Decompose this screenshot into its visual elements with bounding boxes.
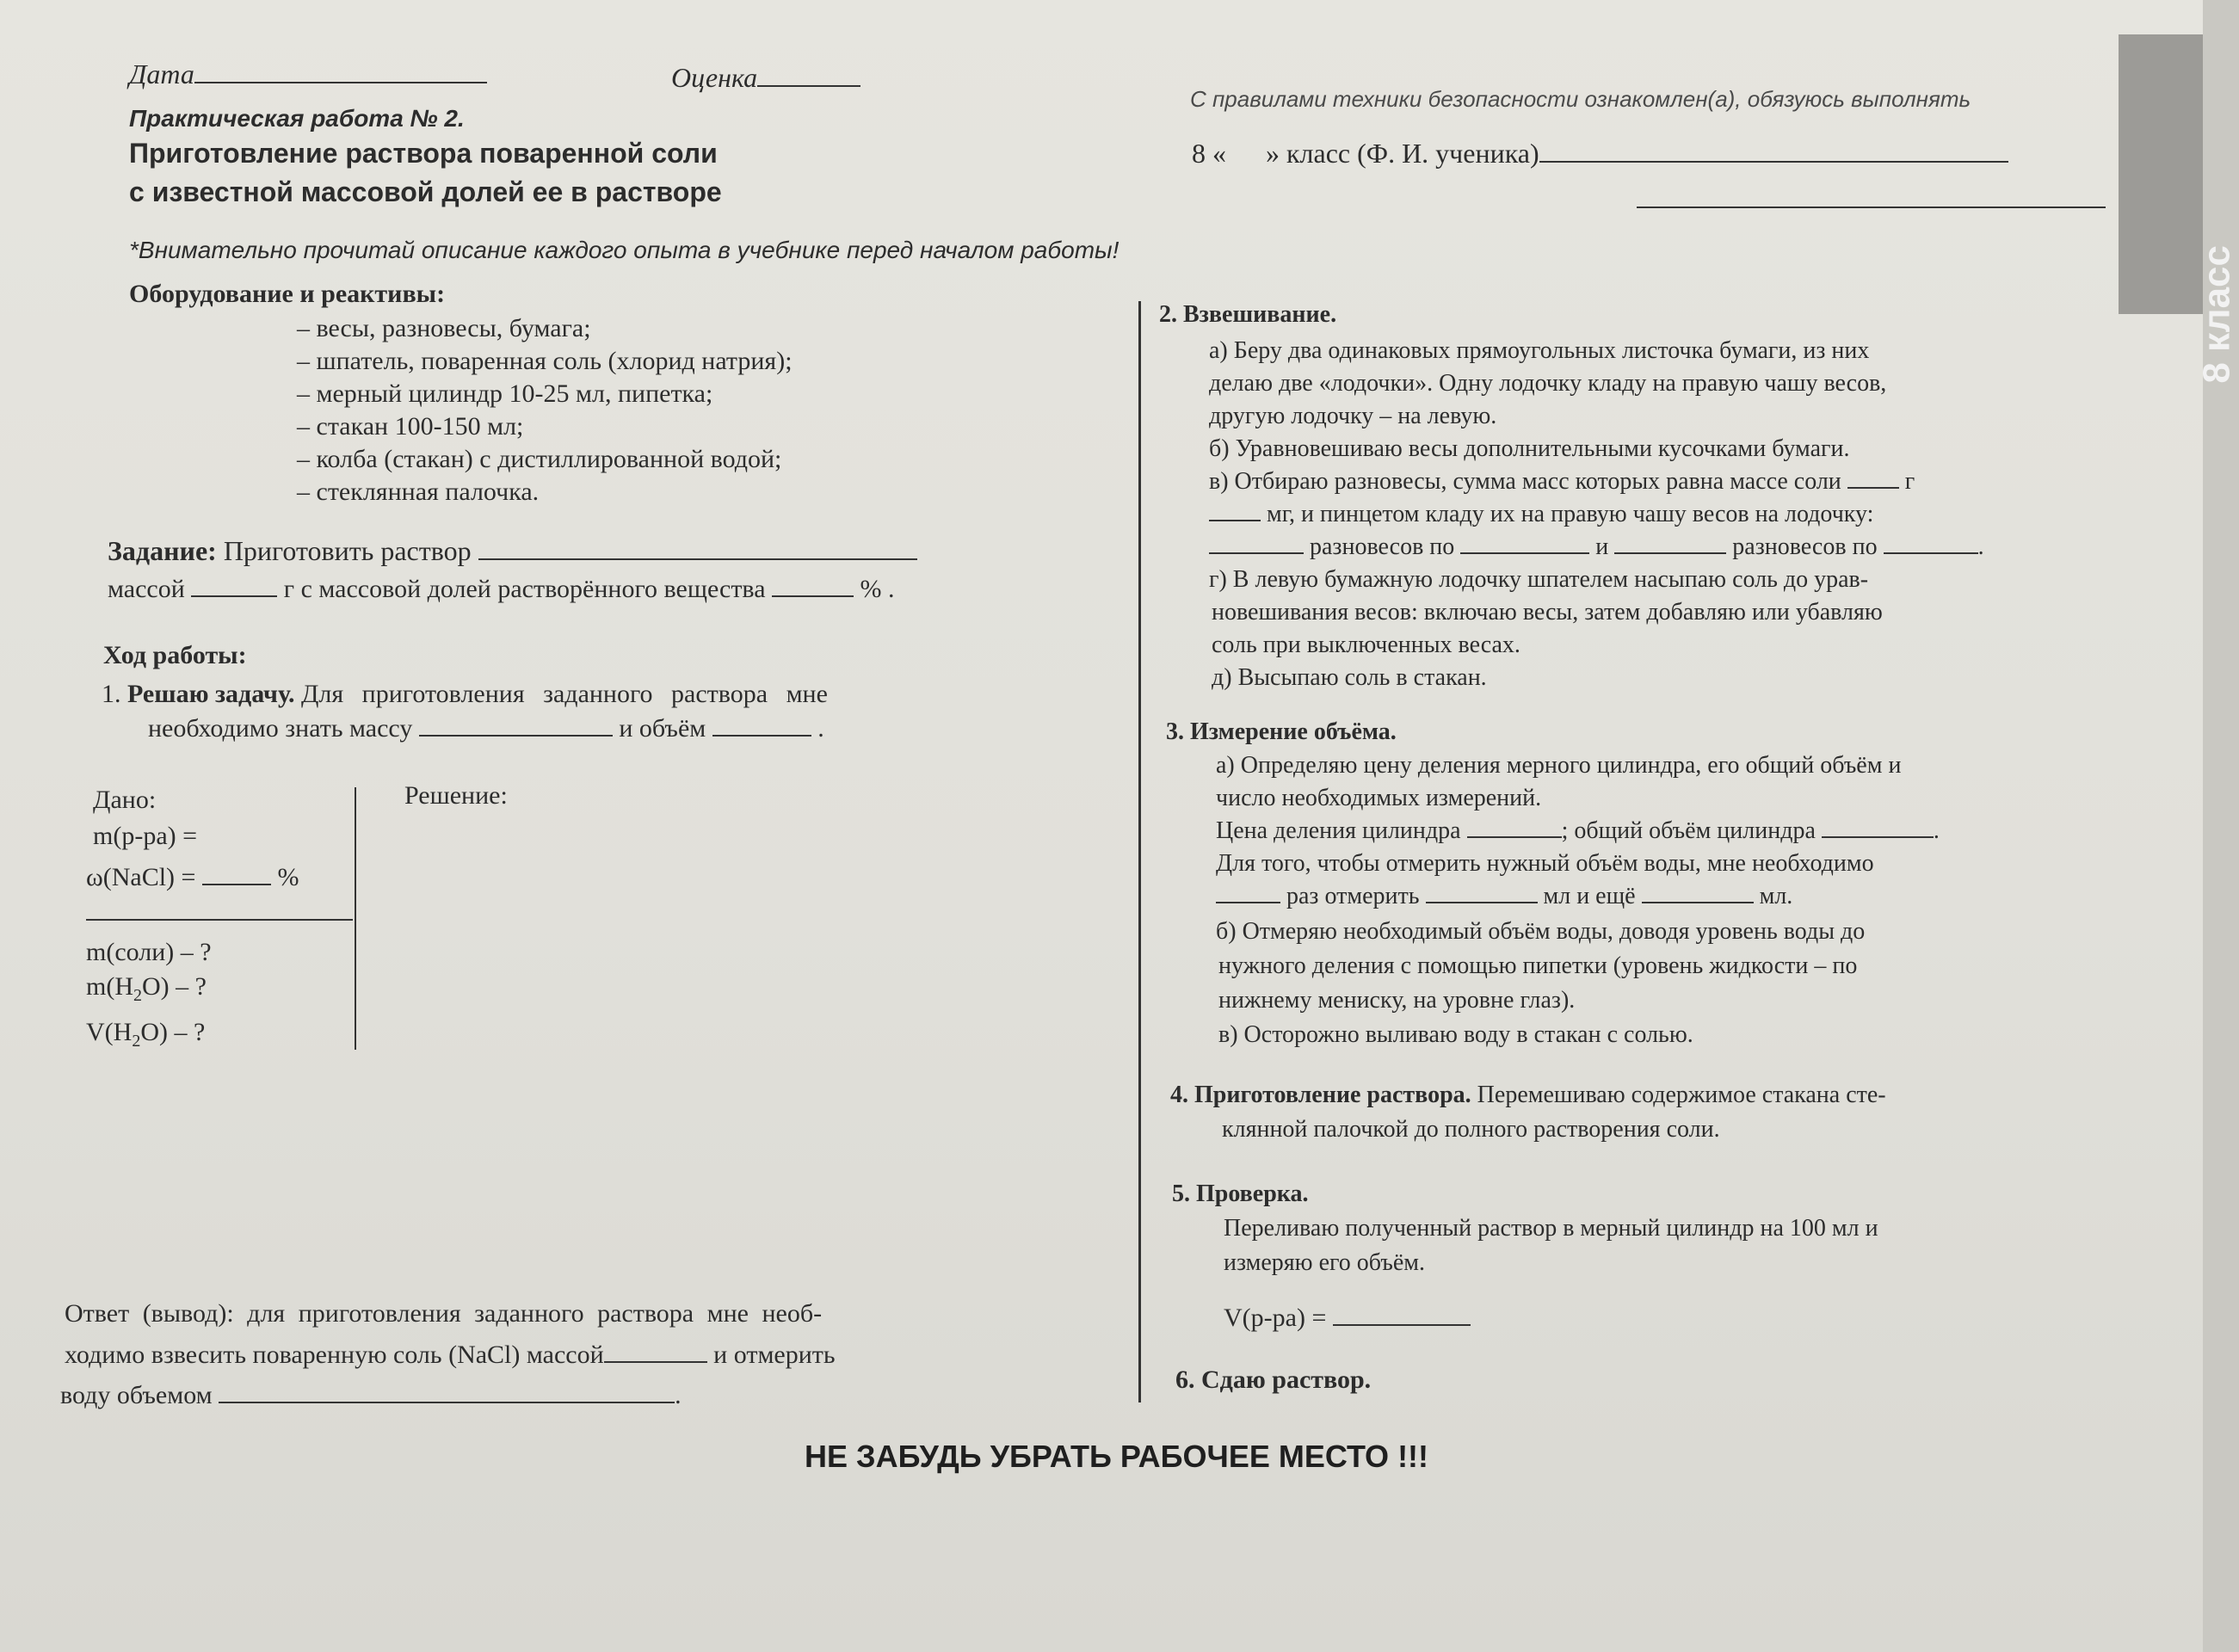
answer-text1: Ответ (вывод): для приготовления заданного раствора мне необ- xyxy=(65,1299,823,1328)
step3-p1c: . xyxy=(1933,817,1940,844)
solution-label: Решение: xyxy=(404,781,508,810)
answer-line1 xyxy=(65,1299,1110,1328)
step4-num: 4. xyxy=(1170,1082,1188,1108)
step5-formula-row xyxy=(1224,1304,1471,1333)
step3-b2: нужного деления с помощью пипетки (уровень жидкости – по xyxy=(1218,952,1858,979)
step4-text2: клянной палочкой до полного растворения соли. xyxy=(1222,1116,1720,1143)
fraction-given-line xyxy=(202,884,271,885)
grade-line xyxy=(757,85,860,87)
title-line1: Приготовление раствора поваренной соли xyxy=(129,138,718,169)
step2-title: Взвешивание. xyxy=(1183,301,1337,328)
step3-p1b: ; общий объём цилиндра xyxy=(1561,817,1816,844)
mass-line xyxy=(191,595,277,597)
grade-label: Оценка xyxy=(671,62,758,93)
date-label: Дата xyxy=(129,59,194,89)
given-q3a: V(H xyxy=(86,1018,133,1046)
given-q2sub: 2 xyxy=(133,986,142,1005)
given-q3sub: 2 xyxy=(132,1032,141,1051)
step1-line2c: . xyxy=(817,714,824,743)
answer-text3a: воду объемом xyxy=(60,1381,213,1409)
task-label: Задание: xyxy=(108,535,217,566)
step3-p3c: мл. xyxy=(1759,883,1793,909)
volume-needed-line xyxy=(712,735,811,737)
step6-num: 6. xyxy=(1175,1365,1195,1394)
weights-count-line2 xyxy=(1614,552,1726,554)
division-value-line xyxy=(1467,836,1562,838)
step2-heading xyxy=(1159,301,1336,329)
step4-text1: Перемешиваю содержимое стакана сте- xyxy=(1477,1082,1886,1108)
grade-field xyxy=(671,62,860,94)
step5-num: 5. xyxy=(1172,1180,1190,1207)
salt-mass-g-line xyxy=(1847,487,1899,489)
given-label: Дано: xyxy=(93,786,157,814)
answer-volume-line xyxy=(219,1402,675,1403)
date-line xyxy=(194,82,487,83)
student-name-line xyxy=(1539,161,2008,163)
step3-p1 xyxy=(1216,817,1940,845)
answer-mass-line xyxy=(604,1361,707,1363)
equipment-item: – колба (стакан) с дистиллированной водой; xyxy=(297,445,782,473)
step2-b: б) Уравновешиваю весы дополнительными кусочками бумаги. xyxy=(1209,435,1850,462)
fraction-line xyxy=(772,595,854,597)
safety-text: С правилами техники безопасности ознакомлен(а), обязуюсь выполнять xyxy=(1190,86,1971,112)
task-line2 xyxy=(108,575,895,604)
step1-line2b: и объём xyxy=(619,714,706,743)
task-text2c: % . xyxy=(860,575,895,603)
step5-title: Проверка. xyxy=(1196,1180,1309,1207)
step3-b1: б) Отмеряю необходимый объём воды, доводя уровень воды до xyxy=(1216,918,1866,945)
step3-c: в) Осторожно выливаю воду в стакан с солью. xyxy=(1218,1021,1693,1048)
step3-a2: число необходимых измерений. xyxy=(1216,785,1542,811)
class-field xyxy=(1192,138,2008,170)
step3-p3b: мл и ещё xyxy=(1543,883,1636,909)
task-text1: Приготовить раствор xyxy=(223,535,472,566)
column-divider xyxy=(1138,301,1141,1402)
answer-text2a: ходимо взвесить поваренную соль (NaCl) массой xyxy=(65,1341,604,1369)
step3-b3: нижнему мениску, на уровне глаз). xyxy=(1218,987,1576,1014)
step1-text: Для приготовления заданного раствора мне xyxy=(300,680,828,708)
title-line2: с известной массовой долей ее в растворе xyxy=(129,176,722,207)
weights-value-line1 xyxy=(1460,552,1589,554)
step2-c3c: разновесов по xyxy=(1732,533,1878,560)
step5-heading xyxy=(1172,1180,1308,1208)
step1-line2 xyxy=(148,714,824,743)
step2-c2-text: мг, и пинцетом кладу их на правую чашу весов на лодочку: xyxy=(1267,501,1874,527)
step3-a1: а) Определяю цену деления мерного цилиндра, его общий объём и xyxy=(1216,752,1902,779)
step6-title: Сдаю раствор. xyxy=(1201,1365,1372,1394)
task-line1 xyxy=(108,535,917,567)
step2-a3: другую лодочку – на левую. xyxy=(1209,403,1497,429)
equipment-item: – шпатель, поваренная соль (хлорид натрия); xyxy=(297,347,793,375)
step2-e: д) Высыпаю соль в стакан. xyxy=(1212,664,1487,691)
step2-c1b: г xyxy=(1904,468,1915,495)
step5-text1: Переливаю полученный раствор в мерный цилиндр на 100 мл и xyxy=(1224,1215,1878,1242)
cylinder-volume-line xyxy=(1822,836,1934,838)
step1-line2a: необходимо знать массу xyxy=(148,714,413,743)
given-separator xyxy=(86,919,353,921)
step5-formula: V(р-ра) = xyxy=(1224,1304,1327,1332)
step6-heading xyxy=(1175,1365,1371,1395)
equipment-item: – стеклянная палочка. xyxy=(297,478,540,506)
step2-d3: соль при выключенных весах. xyxy=(1212,632,1520,658)
step4-bold: Приготовление раствора. xyxy=(1194,1082,1471,1108)
step2-c3b: и xyxy=(1595,533,1609,560)
measure-ml-line2 xyxy=(1642,902,1754,903)
answer-text3b: . xyxy=(675,1381,682,1409)
given-row2a: ω(NaCl) = xyxy=(86,863,196,891)
equipment-item: – весы, разновесы, бумага; xyxy=(297,314,591,342)
given-q2 xyxy=(86,972,207,1006)
times-count-line xyxy=(1216,902,1280,903)
step3-num: 3. xyxy=(1166,718,1184,745)
given-row2 xyxy=(86,863,299,892)
cleanup-reminder: НЕ ЗАБУДЬ УБРАТЬ РАБОЧЕЕ МЕСТО !!! xyxy=(805,1439,1429,1474)
equipment-item: – стакан 100-150 мл; xyxy=(297,412,524,441)
step2-c2 xyxy=(1209,501,1873,528)
given-q3 xyxy=(86,1018,205,1051)
given-q2b: O) – ? xyxy=(142,972,207,1001)
equipment-title: Оборудование и реактивы: xyxy=(129,280,446,308)
procedure-title: Ход работы: xyxy=(103,641,247,669)
side-tab-label: 8 класс xyxy=(2196,245,2238,384)
step1-line1 xyxy=(102,680,1104,709)
measure-ml-line1 xyxy=(1426,902,1538,903)
task-text2b: г с массовой долей растворённого вещества xyxy=(283,575,766,603)
step2-a1: а) Беру два одинаковых прямоугольных листочка бумаги, из них xyxy=(1209,337,1870,364)
given-row1: m(р-ра) = xyxy=(93,822,198,850)
given-q1: m(соли) – ? xyxy=(86,938,212,966)
weights-value-line2 xyxy=(1884,552,1978,554)
step4-line1 xyxy=(1170,1082,1886,1109)
step3-p3 xyxy=(1216,883,1792,910)
work-number: Практическая работа № 2. xyxy=(129,105,465,132)
step2-d2: новешивания весов: включаю весы, затем добавляю или убавляю xyxy=(1212,599,1883,626)
given-divider xyxy=(355,787,356,1050)
class-suffix: » класс (Ф. И. ученика) xyxy=(1266,138,1539,169)
step3-p2: Для того, чтобы отмерить нужный объём воды, мне необходимо xyxy=(1216,850,1874,877)
step3-title: Измерение объёма. xyxy=(1190,718,1397,745)
side-tab xyxy=(2119,34,2238,384)
step3-p1a: Цена деления цилиндра xyxy=(1216,817,1461,844)
date-field xyxy=(129,59,487,90)
given-q3b: O) – ? xyxy=(140,1018,206,1046)
solution-name-line xyxy=(478,558,917,560)
step3-heading xyxy=(1166,718,1397,746)
step3-p3a: раз отмерить xyxy=(1286,883,1420,909)
solution-volume-line xyxy=(1333,1324,1471,1326)
answer-line3 xyxy=(60,1381,682,1410)
step2-d1: г) В левую бумажную лодочку шпателем насыпаю соль до урав- xyxy=(1209,566,1869,593)
given-q2a: m(H xyxy=(86,972,133,1001)
weights-count-line1 xyxy=(1209,552,1304,554)
step1-num: 1. xyxy=(102,680,121,708)
mass-needed-line xyxy=(419,735,613,737)
step2-c3d: . xyxy=(1977,533,1984,560)
task-text2a: массой xyxy=(108,575,185,603)
student-name-line2 xyxy=(1637,206,2106,208)
step5-text2: измеряю его объём. xyxy=(1224,1249,1425,1276)
notice: *Внимательно прочитай описание каждого опыта в учебнике перед началом работы! xyxy=(129,237,1120,263)
step2-c3a: разновесов по xyxy=(1310,533,1455,560)
equipment-item: – мерный цилиндр 10-25 мл, пипетка; xyxy=(297,379,713,408)
answer-line2 xyxy=(65,1341,836,1370)
step1-bold: Решаю задачу. xyxy=(127,680,295,708)
step2-a2: делаю две «лодочки». Одну лодочку кладу на правую чашу весов, xyxy=(1209,370,1887,397)
salt-mass-mg-line xyxy=(1209,520,1261,521)
step2-num: 2. xyxy=(1159,301,1177,328)
class-prefix: 8 « xyxy=(1192,138,1226,169)
given-row2b: % xyxy=(277,863,299,891)
step2-c3 xyxy=(1209,533,1984,561)
answer-text2b: и отмерить xyxy=(713,1341,836,1369)
step2-c1 xyxy=(1209,468,1915,496)
step2-c1a: в) Отбираю разновесы, сумма масс которых равна массе соли xyxy=(1209,468,1841,495)
